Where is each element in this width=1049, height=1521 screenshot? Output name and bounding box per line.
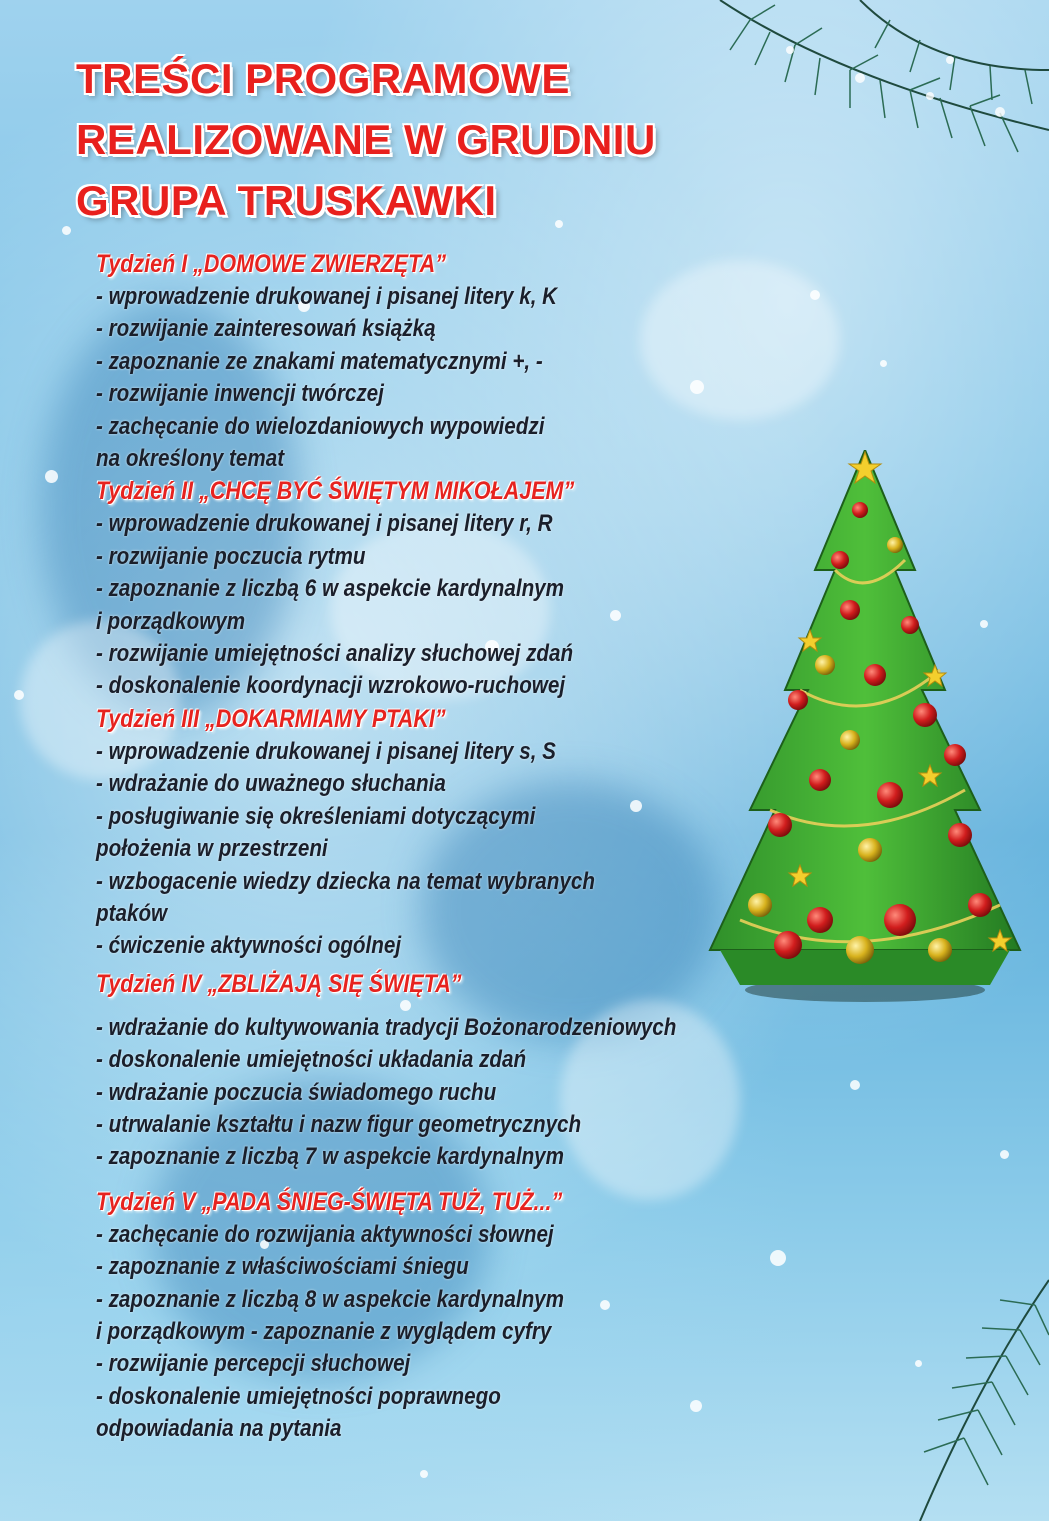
list-item: położenia w przestrzeni xyxy=(96,835,328,863)
program-content xyxy=(96,248,796,1446)
title-line-1: TREŚCI PROGRAMOWE xyxy=(76,55,570,102)
week-4-section xyxy=(96,968,796,1174)
week-4-list xyxy=(96,1012,796,1174)
list-item: - rozwijanie umiejętności analizy słuchowej zdań xyxy=(96,640,574,668)
list-item: - wdrażanie do uważnego słuchania xyxy=(96,770,446,798)
list-item: - wprowadzenie drukowanej i pisanej litery r, R xyxy=(96,510,553,538)
pine-branch-bottom-right-icon xyxy=(860,1260,1049,1521)
list-item: i porządkowym xyxy=(96,607,246,635)
week-2-list xyxy=(96,508,796,702)
title-line-3: GRUPA TRUSKAWKI xyxy=(76,177,497,224)
list-item: - wprowadzenie drukowanej i pisanej litery k, K xyxy=(96,283,558,310)
week-2-title: Tydzień II „CHCĘ BYĆ ŚWIĘTYM MIKOŁAJEM” xyxy=(96,477,575,506)
list-item: - doskonalenie koordynacji wzrokowo-ruchowej xyxy=(96,672,566,700)
list-item: - zapoznanie z liczbą 7 w aspekcie kardynalnym xyxy=(96,1143,565,1171)
pine-branch-top-right-icon xyxy=(600,0,1049,240)
week-1-list xyxy=(96,281,796,475)
week-3-list xyxy=(96,736,796,963)
list-item: - rozwijanie poczucia rytmu xyxy=(96,542,366,570)
list-item: - rozwijanie zainteresowań książką xyxy=(96,315,436,343)
list-item: - rozwijanie percepcji słuchowej xyxy=(96,1350,411,1378)
week-5-title: Tydzień V „PADA ŚNIEG-ŚWIĘTA TUŻ, TUŻ...” xyxy=(96,1187,563,1216)
list-item: - utrwalanie kształtu i nazw figur geometrycznych xyxy=(96,1110,582,1138)
week-1-section xyxy=(96,248,796,475)
list-item: - wdrażanie poczucia świadomego ruchu xyxy=(96,1078,497,1106)
list-item: - zapoznanie z właściwościami śniegu xyxy=(96,1253,469,1281)
list-item: - zachęcanie do rozwijania aktywności słownej xyxy=(96,1220,554,1248)
week-5-list xyxy=(96,1219,796,1446)
week-1-title: Tydzień I „DOMOWE ZWIERZĘTA” xyxy=(96,250,446,278)
list-item: - wzbogacenie wiedzy dziecka na temat wybranych xyxy=(96,867,595,895)
list-item: - wdrażanie do kultywowania tradycji Bożonarodzeniowych xyxy=(96,1013,677,1041)
week-2-section xyxy=(96,475,796,702)
list-item: - ćwiczenie aktywności ogólnej xyxy=(96,932,402,960)
page-title xyxy=(76,48,656,231)
list-item: - zapoznanie z liczbą 8 w aspekcie kardynalnym xyxy=(96,1285,565,1313)
list-item: - wprowadzenie drukowanej i pisanej litery s, S xyxy=(96,737,556,765)
list-item: - zapoznanie z liczbą 6 w aspekcie kardynalnym xyxy=(96,575,565,603)
list-item: - doskonalenie umiejętności układania zdań xyxy=(96,1046,527,1074)
christmas-tree-icon xyxy=(700,450,1030,1010)
list-item: - rozwijanie inwencji twórczej xyxy=(96,380,384,408)
list-item: - zachęcanie do wielozdaniowych wypowiedzi xyxy=(96,412,545,440)
list-item: i porządkowym - zapoznanie z wyglądem cyfry xyxy=(96,1317,552,1345)
title-line-2: REALIZOWANE W GRUDNIU xyxy=(76,116,656,163)
list-item: na określony temat xyxy=(96,445,285,473)
week-3-title: Tydzień III „DOKARMIAMY PTAKI” xyxy=(96,704,446,733)
week-3-section xyxy=(96,703,796,963)
week-5-section xyxy=(96,1186,796,1446)
list-item: odpowiadania na pytania xyxy=(96,1415,342,1443)
list-item: - zapoznanie ze znakami matematycznymi +, - xyxy=(96,347,543,375)
list-item: - posługiwanie się określeniami dotyczącymi xyxy=(96,802,536,830)
list-item: - doskonalenie umiejętności poprawnego xyxy=(96,1382,501,1410)
list-item: ptaków xyxy=(96,899,168,927)
week-4-title: Tydzień IV „ZBLIŻAJĄ SIĘ ŚWIĘTA” xyxy=(96,969,462,998)
